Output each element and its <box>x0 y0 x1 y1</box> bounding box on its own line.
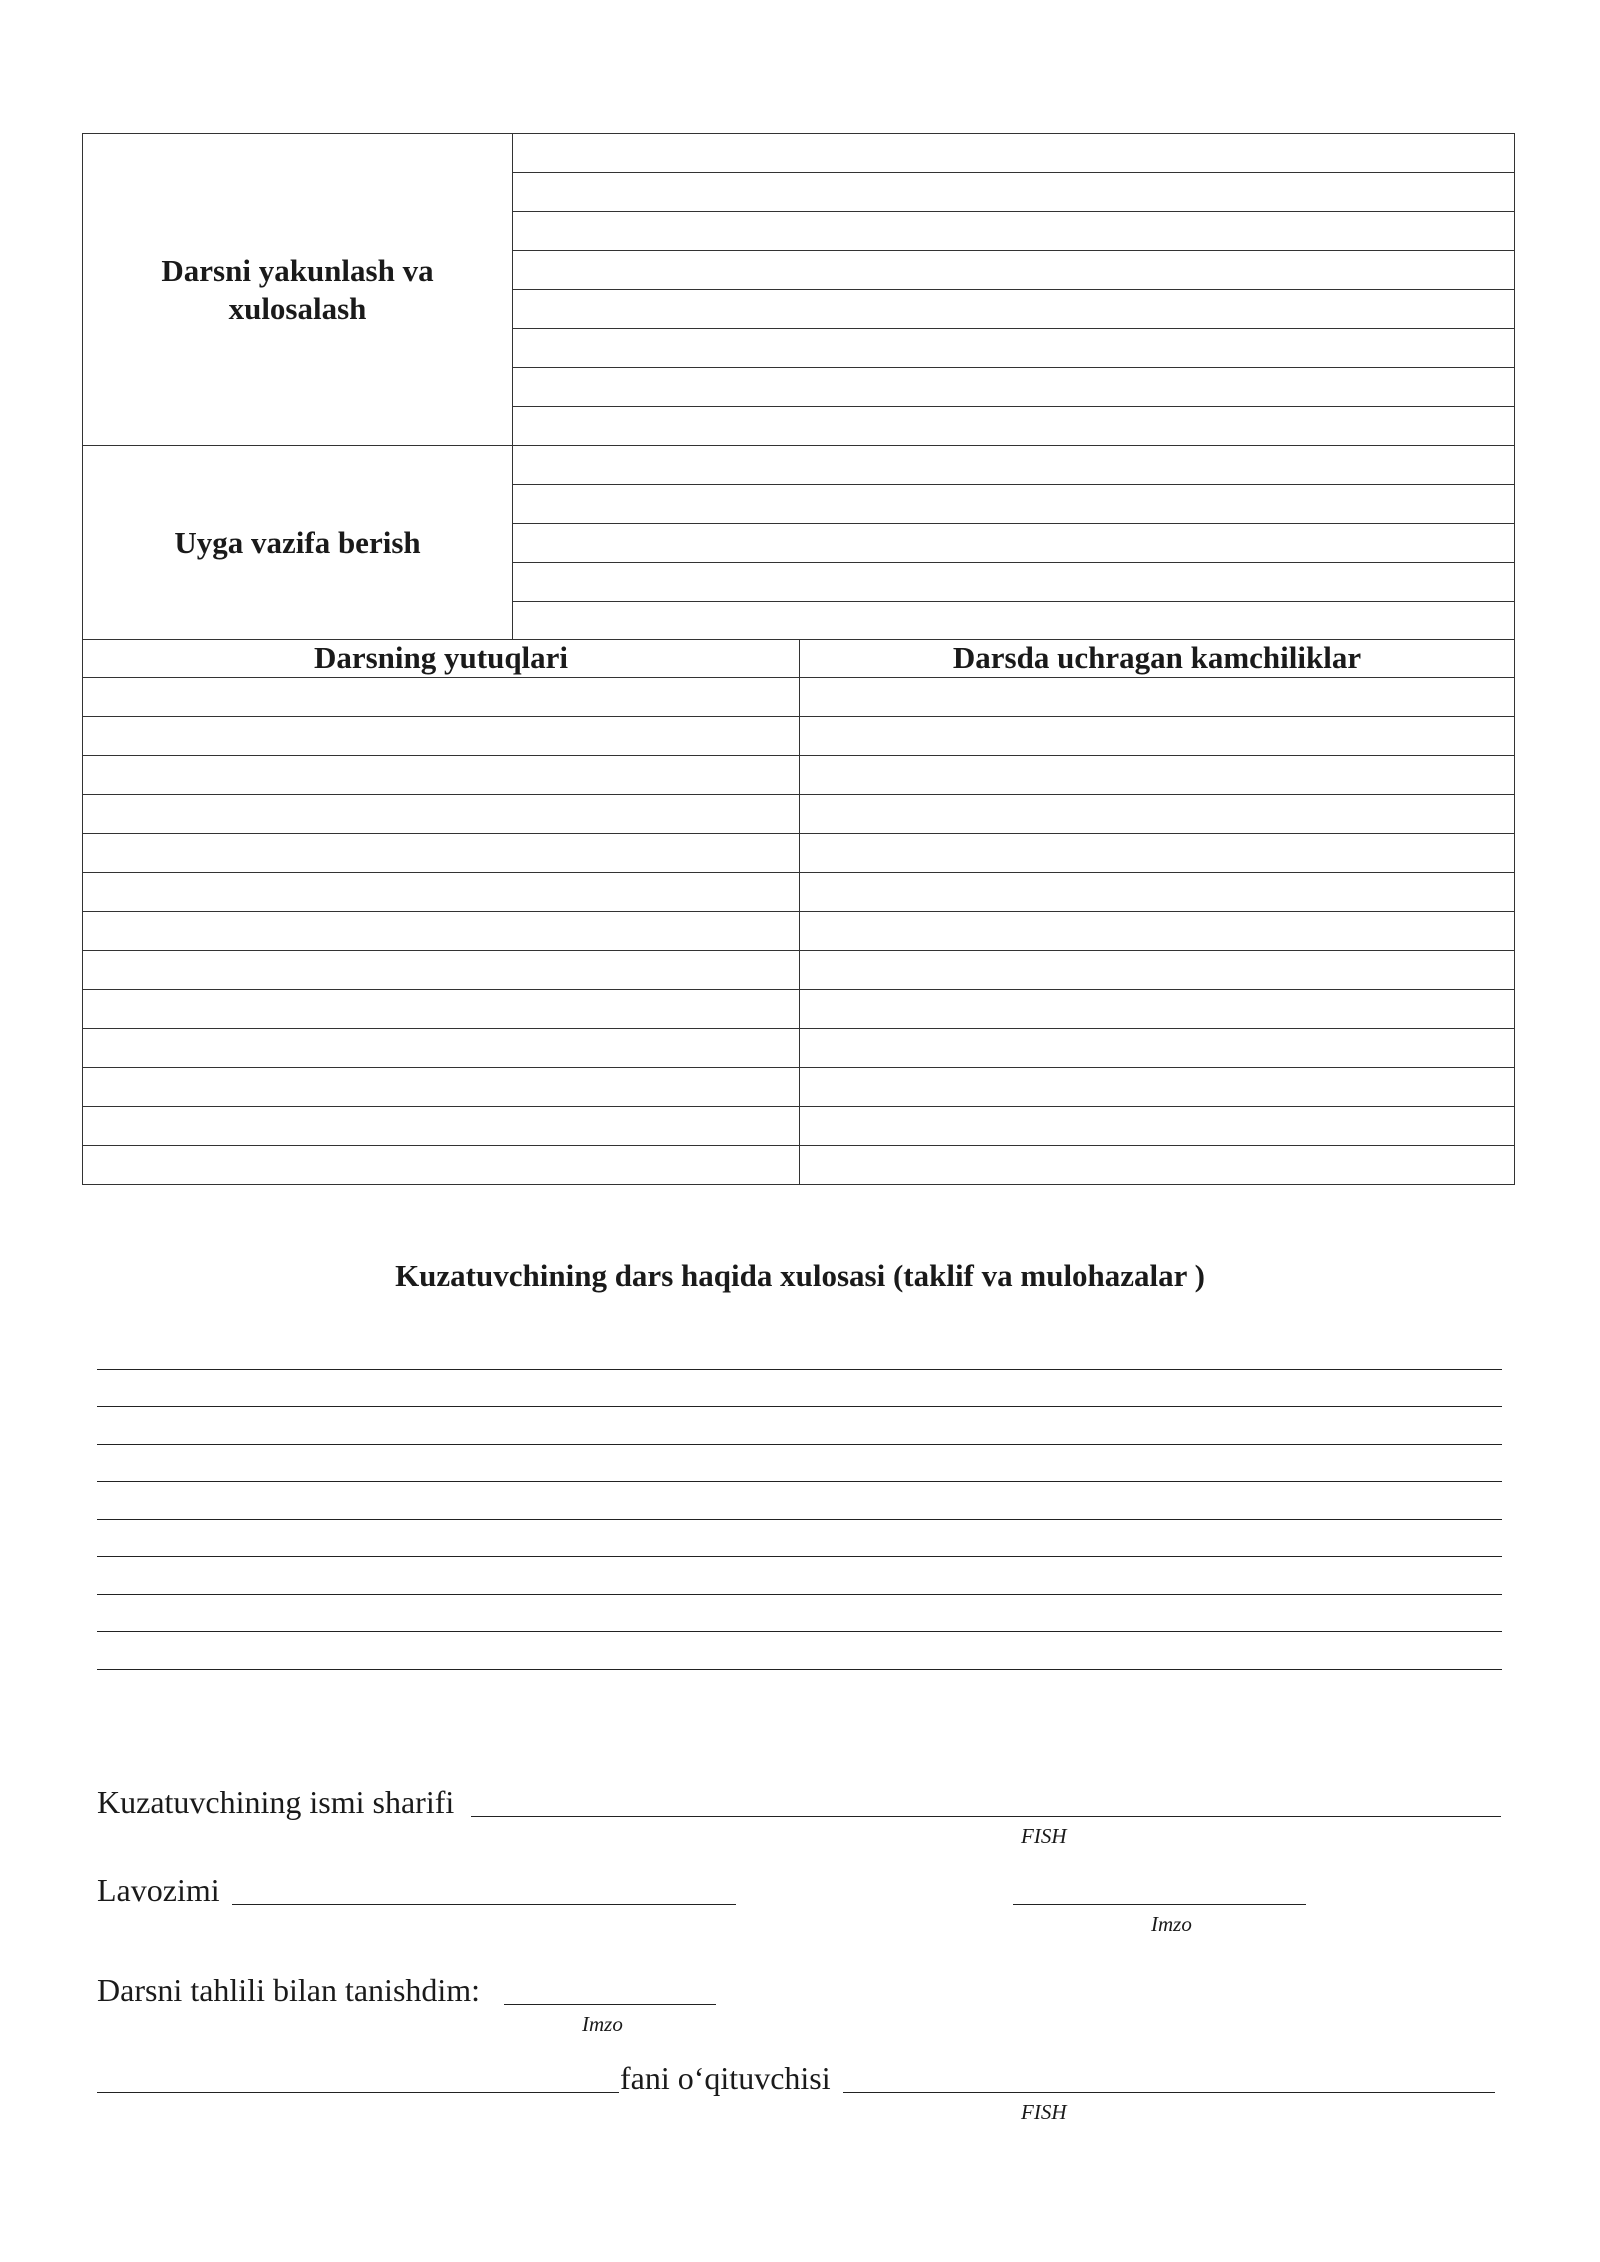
summary-line[interactable] <box>513 251 1514 290</box>
teacher-signature-field[interactable] <box>504 2004 716 2005</box>
subject-field[interactable] <box>97 2092 619 2093</box>
table-row[interactable] <box>83 912 799 951</box>
summary-line[interactable] <box>513 407 1514 446</box>
conclusion-line[interactable] <box>97 1370 1502 1408</box>
evaluation-table <box>82 639 1515 1185</box>
table-row[interactable] <box>800 678 1514 717</box>
conclusion-lines[interactable] <box>97 1332 1502 1670</box>
summary-line[interactable] <box>513 173 1514 212</box>
table-row[interactable] <box>800 756 1514 795</box>
table-row[interactable] <box>83 756 799 795</box>
observer-signature-field[interactable] <box>1013 1904 1306 1905</box>
table-row[interactable] <box>83 1107 799 1146</box>
table-row[interactable] <box>800 1107 1514 1146</box>
teacher-label: fani o‘qituvchisi <box>620 2060 831 2096</box>
table-row[interactable] <box>800 795 1514 834</box>
table-row[interactable] <box>83 834 799 873</box>
homework-line[interactable] <box>513 602 1514 641</box>
observer-signature-caption: Imzo <box>1151 1912 1192 1936</box>
summary-line[interactable] <box>513 290 1514 329</box>
position-field[interactable] <box>232 1904 736 1905</box>
table-row[interactable] <box>83 1068 799 1107</box>
conclusion-line[interactable] <box>97 1482 1502 1520</box>
position-label: Lavozimi <box>97 1872 220 1908</box>
table-row[interactable] <box>800 873 1514 912</box>
table-row[interactable] <box>83 873 799 912</box>
table-row[interactable] <box>83 1029 799 1068</box>
table-row[interactable] <box>800 1029 1514 1068</box>
summary-lines[interactable] <box>513 134 1514 445</box>
acknowledged-label: Darsni tahlili bilan tanishdim: <box>97 1972 481 2008</box>
conclusion-title: Kuzatuvchining dars haqida xulosasi (taklif va mulohazalar ) <box>395 1258 1205 1293</box>
teacher-name-field[interactable] <box>843 2092 1495 2093</box>
table-row[interactable] <box>800 1068 1514 1107</box>
conclusion-line[interactable] <box>97 1595 1502 1633</box>
summary-line[interactable] <box>513 368 1514 407</box>
observer-name-label: Kuzatuvchining ismi sharifi <box>97 1784 455 1820</box>
summary-line[interactable] <box>513 134 1514 173</box>
table-row[interactable] <box>83 795 799 834</box>
conclusion-line[interactable] <box>97 1332 1502 1370</box>
summary-section <box>82 133 1515 446</box>
conclusion-line[interactable] <box>97 1520 1502 1558</box>
homework-lines[interactable] <box>513 446 1514 639</box>
table-row[interactable] <box>800 717 1514 756</box>
homework-section-label: Uyga vazifa berish <box>83 446 513 639</box>
conclusion-line[interactable] <box>97 1445 1502 1483</box>
conclusion-line[interactable] <box>97 1407 1502 1445</box>
summary-line[interactable] <box>513 329 1514 368</box>
observer-name-field[interactable] <box>471 1816 1501 1817</box>
table-row[interactable] <box>83 678 799 717</box>
table-row[interactable] <box>800 990 1514 1029</box>
table-row[interactable] <box>83 951 799 990</box>
table-row[interactable] <box>800 1146 1514 1185</box>
summary-line[interactable] <box>513 212 1514 251</box>
homework-line[interactable] <box>513 485 1514 524</box>
shortcomings-header: Darsda uchragan kamchiliklar <box>800 639 1514 678</box>
conclusion-line[interactable] <box>97 1632 1502 1670</box>
achievements-header: Darsning yutuqlari <box>83 639 799 678</box>
table-row[interactable] <box>83 990 799 1029</box>
table-row[interactable] <box>83 1146 799 1185</box>
homework-line[interactable] <box>513 563 1514 602</box>
table-row[interactable] <box>83 717 799 756</box>
observer-name-caption: FISH <box>1021 1824 1067 1848</box>
table-row[interactable] <box>800 951 1514 990</box>
teacher-name-caption: FISH <box>1021 2100 1067 2124</box>
homework-section <box>82 445 1515 640</box>
summary-section-label: Darsni yakunlash va xulosalash <box>83 134 513 445</box>
homework-line[interactable] <box>513 524 1514 563</box>
table-row[interactable] <box>800 912 1514 951</box>
table-row[interactable] <box>800 834 1514 873</box>
teacher-signature-caption: Imzo <box>582 2012 623 2036</box>
conclusion-line[interactable] <box>97 1557 1502 1595</box>
homework-line[interactable] <box>513 446 1514 485</box>
shortcomings-column <box>800 639 1514 1184</box>
achievements-column <box>83 639 800 1184</box>
